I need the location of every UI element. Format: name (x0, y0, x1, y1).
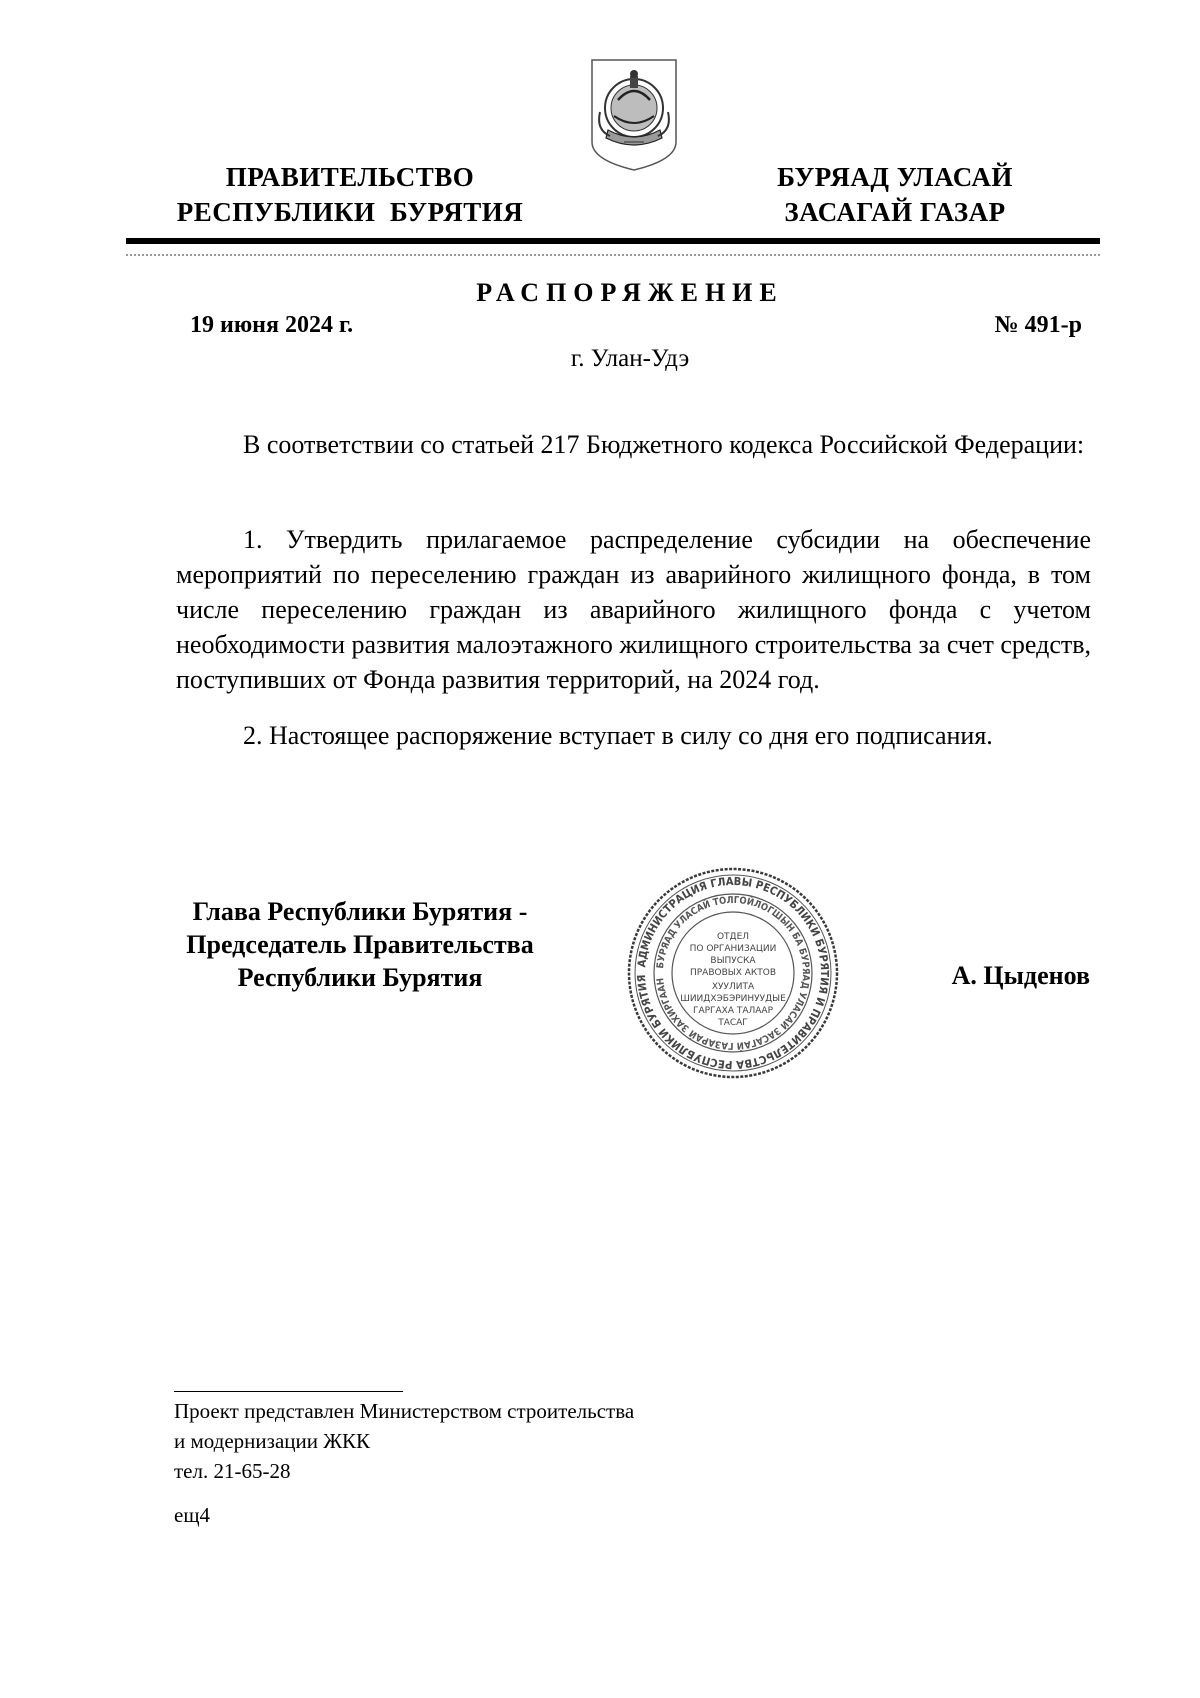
signatory-title-line3: Республики Бурятия (237, 963, 483, 992)
coat-of-arms-icon (588, 56, 680, 174)
svg-text:ХУУЛИТА: ХУУЛИТА (711, 982, 755, 992)
document-date: 19 июня 2024 г. (190, 312, 354, 338)
svg-text:ВЫПУСКА: ВЫПУСКА (710, 956, 756, 966)
document-type: РАСПОРЯЖЕНИЕ (476, 278, 784, 307)
footnote-line1: Проект представлен Министерством строительства (174, 1399, 635, 1423)
document-number: № 491-р (994, 312, 1082, 338)
seal-outer-text: АДМИНИСТРАЦИЯ ГЛАВЫ РЕСПУБЛИКИ БУРЯТИЯ И ПРАВИТЕЛЬСТВА РЕСПУБЛИКИ БУРЯТИЯ (634, 874, 832, 1072)
signatory-title-line1: Глава Республики Бурятия - (192, 897, 528, 926)
seal-center-text (680, 932, 786, 1028)
document-code: ещ4 (174, 1503, 210, 1527)
signatory-title-line2: Председатель Правительства (186, 930, 534, 959)
body-item-1: 1. Утвердить прилагаемое распределение субсидии на обеспечение мероприятий по переселению граждан из аварийного жилищного фонда, в том числе переселению граждан из аварийного жилищного фонда с учетом необходимости развития малоэтажного жилищного строительства за счет средств, поступивших от Фонда развития территорий, на 2024 год. (176, 525, 1091, 694)
signatory-name: А. Цыденов (951, 961, 1090, 990)
footnote-line2: и модернизации ЖКК (174, 1429, 371, 1453)
seal-inner-text: БУРЯАД УЛАСАЙ ТОЛГОЙЛОГШЫН БА БУРЯАД УЛАСАЙ ЗАСАГАЙ ГАЗАРАЙ ЗАХИРГААН (655, 894, 812, 1052)
svg-text:ПО ОРГАНИЗАЦИИ: ПО ОРГАНИЗАЦИИ (689, 944, 777, 954)
svg-text:ГАРГАХА ТАЛААР: ГАРГАХА ТАЛААР (692, 1006, 774, 1016)
svg-text:ШИИДХЭБЭРИНУУДЫЕ: ШИИДХЭБЭРИНУУДЫЕ (680, 994, 786, 1004)
document-city: г. Улан-Удэ (570, 345, 690, 372)
footnote-phone: тел. 21-65-28 (174, 1459, 291, 1483)
footnote-divider (174, 1391, 403, 1392)
svg-text:ПРАВОВЫХ АКТОВ: ПРАВОВЫХ АКТОВ (689, 968, 777, 978)
government-name-buryat (745, 160, 1045, 230)
header-divider-thin (126, 254, 1100, 256)
government-name-buryat-line1: БУРЯАД УЛАСАЙ (777, 162, 1013, 192)
government-name-buryat-line2: ЗАСАГАЙ ГАЗАР (784, 197, 1006, 227)
official-seal-icon (625, 865, 841, 1081)
signatory-title (165, 895, 555, 994)
svg-text:ОТДЕЛ: ОТДЕЛ (716, 932, 750, 942)
project-submitted-note (174, 1396, 874, 1486)
government-name-line2: РЕСПУБЛИКИ БУРЯТИЯ (176, 197, 524, 227)
government-name-russian (150, 160, 550, 230)
government-name-line1: ПРАВИТЕЛЬСТВО (225, 162, 475, 192)
body-intro-paragraph: В соответствии со статьей 217 Бюджетного кодекса Российской Федерации: (243, 430, 1085, 459)
body-item-2: 2. Настоящее распоряжение вступает в силу со дня его подписания. (243, 721, 993, 750)
header-divider-thick (126, 238, 1100, 244)
svg-text:ТАСАГ: ТАСАГ (718, 1018, 748, 1028)
